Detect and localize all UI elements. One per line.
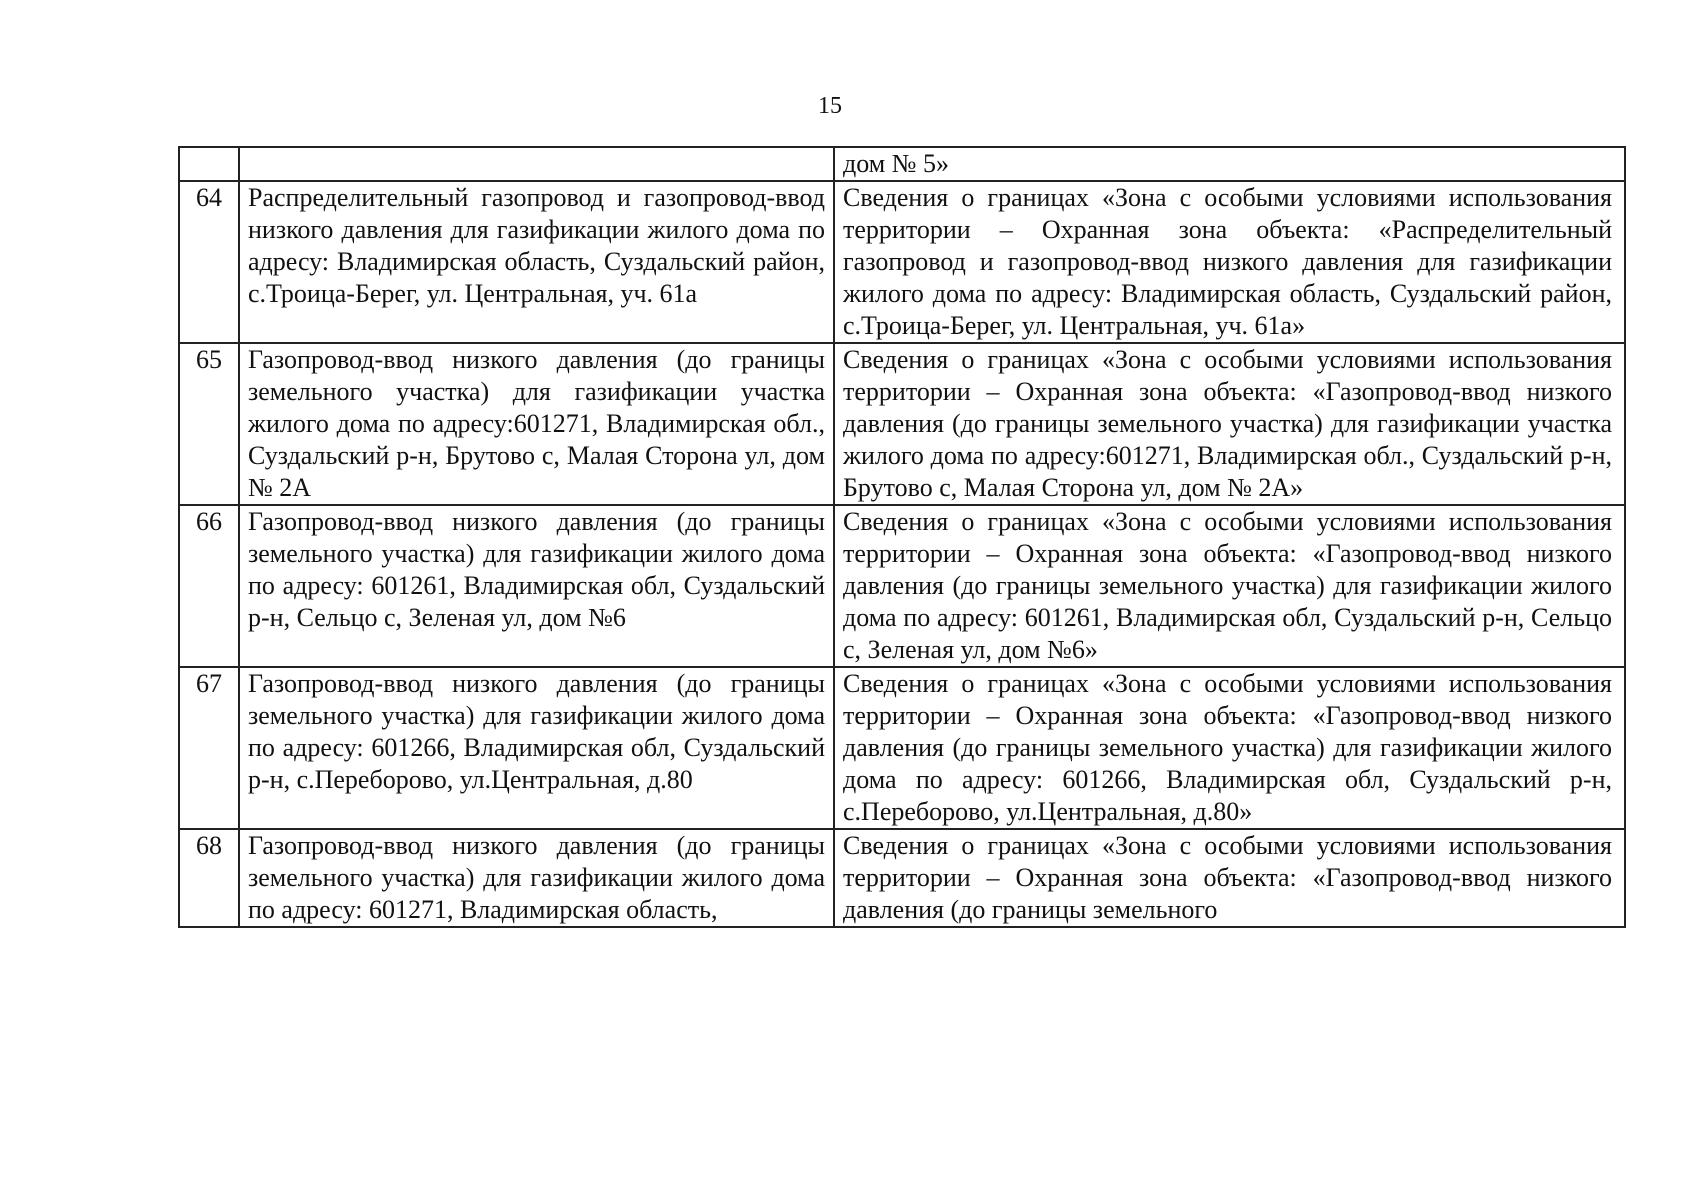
object-cell: Газопровод-ввод низкого давления (до границы земельного участка) для газификации жилого дома по адресу: 601261, Владимирская обл, Суздальский р-н, Сельцо с, Зеленая ул, дом №6	[239, 505, 834, 667]
table-row	[179, 667, 1625, 829]
table-row-continuation	[179, 147, 1625, 181]
page-number: 15	[818, 93, 842, 119]
zone-info-cell: Сведения о границах «Зона с особыми условиями использования территории – Охранная зона объекта: «Газопровод-ввод низкого давления (до границы земельного участка) для газификации жилого дома по адресу: 601266, Владимирская обл, Суздальский р-н, с.Переборово, ул.Центральная, д.80»	[834, 667, 1625, 829]
object-cell: Газопровод-ввод низкого давления (до границы земельного участка) для газификации жилого дома по адресу: 601271, Владимирская область,	[239, 829, 834, 927]
row-number-cell: 67	[179, 667, 239, 829]
table-row	[179, 343, 1625, 505]
zone-info-cell: Сведения о границах «Зона с особыми условиями использования территории – Охранная зона объекта: «Газопровод-ввод низкого давления (до границы земельного	[834, 829, 1625, 927]
object-cell: Распределительный газопровод и газопровод-ввод низкого давления для газификации жилого дома по адресу: Владимирская область, Суздальский район, с.Троица-Берег, ул. Центральная, уч. 61а	[239, 181, 834, 343]
object-cell: Газопровод-ввод низкого давления (до границы земельного участка) для газификации жилого дома по адресу: 601266, Владимирская обл, Суздальский р-н, с.Переборово, ул.Центральная, д.80	[239, 667, 834, 829]
zones-table	[178, 146, 1626, 928]
object-cell	[239, 147, 834, 181]
table-row	[179, 829, 1625, 927]
object-cell: Газопровод-ввод низкого давления (до границы земельного участка) для газификации участка жилого дома по адресу:601271, Владимирская обл., Суздальский р-н, Брутово с, Малая Сторона ул, дом № 2А	[239, 343, 834, 505]
zone-info-cell: Сведения о границах «Зона с особыми условиями использования территории – Охранная зона объекта: «Распределительный газопровод и газопровод-ввод низкого давления для газификации жилого дома по адресу: Владимирская область, Суздальский район, с.Троица-Берег, ул. Центральная, уч. 61а»	[834, 181, 1625, 343]
zone-info-cell: Сведения о границах «Зона с особыми условиями использования территории – Охранная зона объекта: «Газопровод-ввод низкого давления (до границы земельного участка) для газификации жилого дома по адресу: 601261, Владимирская обл, Суздальский р-н, Сельцо с, Зеленая ул, дом №6»	[834, 505, 1625, 667]
row-number-cell: 66	[179, 505, 239, 667]
row-number-cell	[179, 147, 239, 181]
table-row	[179, 505, 1625, 667]
zone-info-cell: дом № 5»	[834, 147, 1625, 181]
row-number-cell: 68	[179, 829, 239, 927]
zone-info-cell: Сведения о границах «Зона с особыми условиями использования территории – Охранная зона объекта: «Газопровод-ввод низкого давления (до границы земельного участка) для газификации участка жилого дома по адресу:601271, Владимирская обл., Суздальский р-н, Брутово с, Малая Сторона ул, дом № 2А»	[834, 343, 1625, 505]
row-number-cell: 65	[179, 343, 239, 505]
table-row	[179, 181, 1625, 343]
row-number-cell: 64	[179, 181, 239, 343]
